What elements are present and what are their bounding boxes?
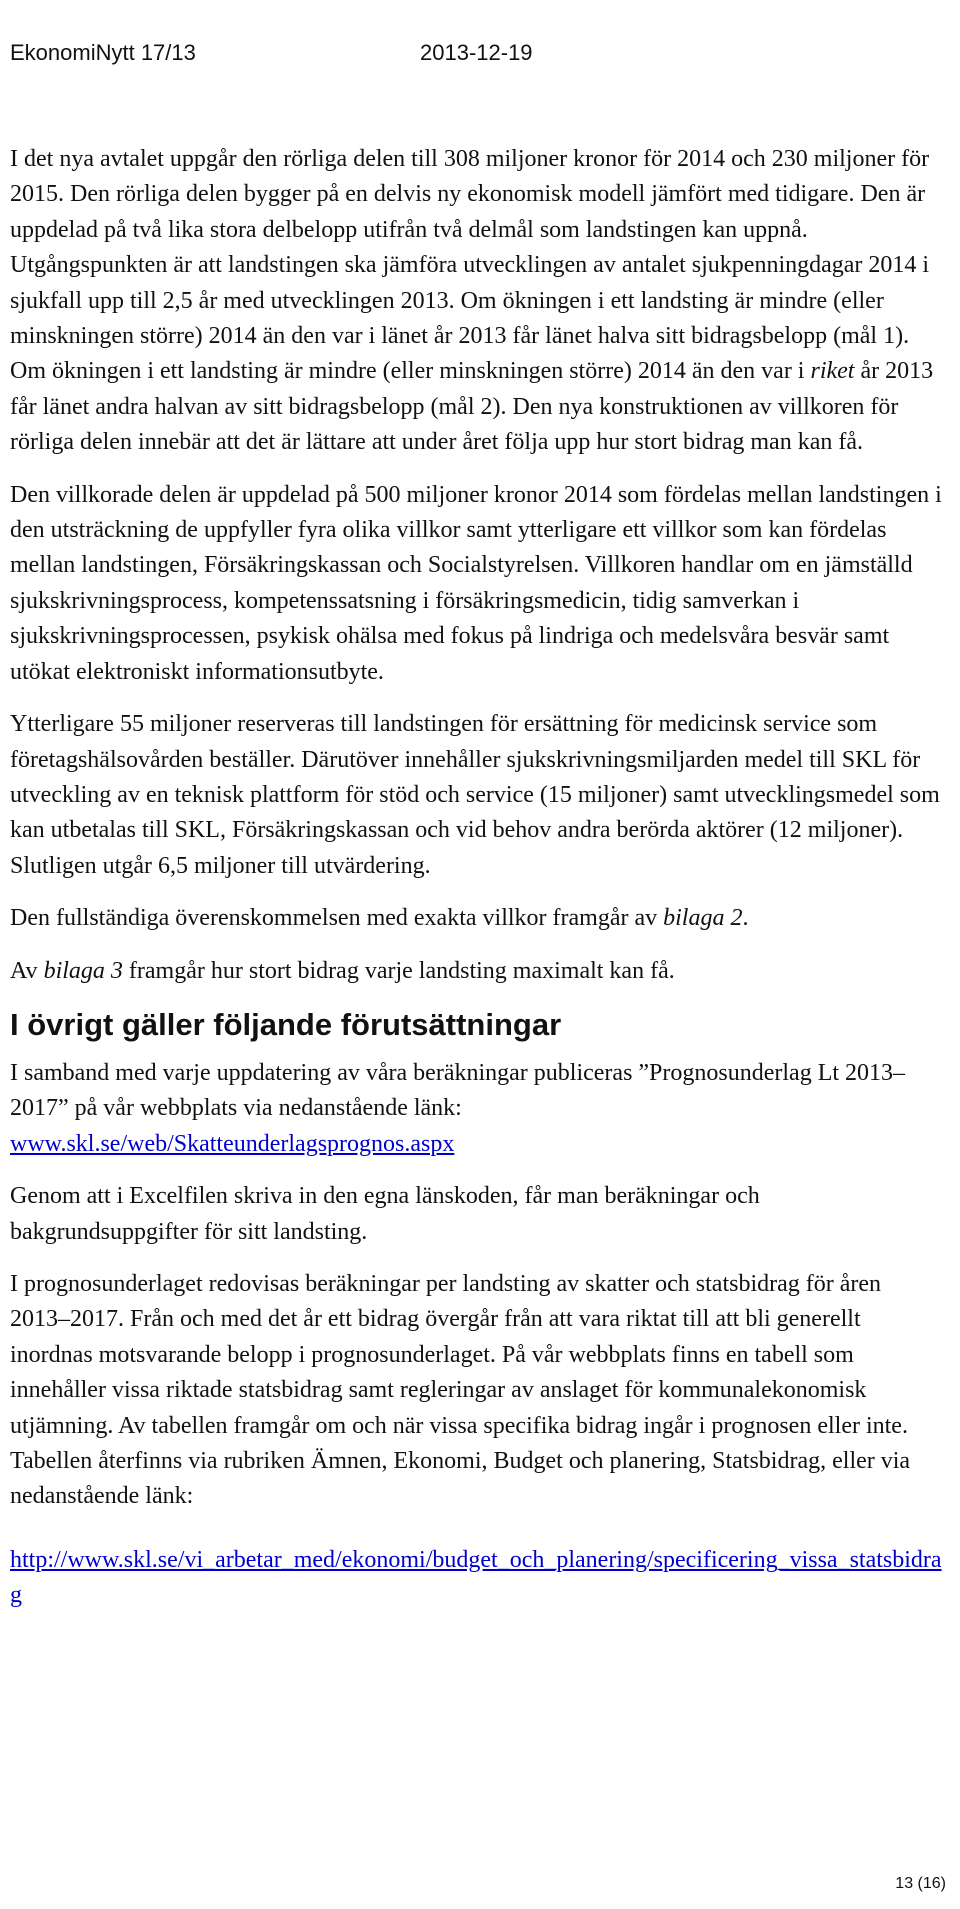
document-body [10,142,945,1631]
section-heading: I övrigt gäller följande förutsättningar [10,1006,562,1042]
publication-date: 2013-12-19 [420,40,533,65]
paragraph-villkorade-delen: Den villkorade delen är uppdelad på 500 miljoner kronor 2014 som fördelas mellan landstingen i den utsträckning de uppfyller fyra olika villkor samt ytterligare ett villkor som kan fördelas mellan landstingen, Försäkringskassan och Socialstyrelsen. Villkoren handlar om en jämställd sjukskrivningsprocess, kompetenssatsning i försäkringsmedicin, tidig samverkan i sjukskrivningsprocessen, psykisk ohälsa med fokus på lindriga och medelsvåra besvär samt utökat elektroniskt informationsutbyte. [10,481,942,685]
paragraph-bilaga-2: Den fullständiga överenskommelsen med exakta villkor framgår av bilaga 2. [10,905,749,932]
emphasis-bilaga-2: bilaga 2 [663,905,743,932]
paragraph-bilaga-3: Av bilaga 3 framgår hur stort bidrag varje landsting maximalt kan få. [10,957,675,984]
paragraph-excelfil: Genom att i Excelfilen skriva in den egna länskoden, får man beräkningar och bakgrundsuppgifter för sitt landsting. [10,1183,760,1245]
emphasis-riket: riket [810,358,855,385]
paragraph-rorliga-delen: I det nya avtalet uppgår den rörliga delen till 308 miljoner kronor för 2014 och 230 miljoner för 2015. Den rörliga delen bygger på en delvis ny ekonomisk modell jämfört med tidigare. Den är uppdelad på två lika stora delbelopp utifrån två delmål som landstingen kan uppnå. Utgångspunkten är att landstingen ska jämföra utvecklingen av antalet sjukpenningdagar 2014 i sjukfall upp till 2,5 år med utvecklingen 2013. Om ökningen i ett landsting är mindre (eller minskningen större) 2014 än den var i länet år 2013 får länet halva sitt bidragsbelopp (mål 1). Om ökningen i ett landsting är mindre (eller minskningen större) 2014 än den var i riket år 2013 får länet andra halvan av sitt bidragsbelopp (mål 2). Den nya konstruktionen av villkoren för rörliga delen innebär att det är lättare att under året följa upp hur stort bidrag man kan få. [10,146,934,456]
paragraph-link-specificering [10,1543,945,1614]
emphasis-bilaga-3: bilaga 3 [43,957,123,984]
link-skatteunderlagsprognos[interactable]: www.skl.se/web/Skatteunderlagsprognos.aspx [10,1130,455,1157]
publication-title: EkonomiNytt 17/13 [10,40,196,65]
paragraph-statsbidrag: I prognosunderlaget redovisas beräkningar per landsting av skatter och statsbidrag för åren 2013–2017. Från och med det år ett bidrag övergår från att vara riktat till att bli generellt inordnas motsvarande belopp i prognosunderlaget. På vår webbplats finns en tabell som innehåller vissa riktade statsbidrag samt regleringar av anslaget för kommunalekonomisk utjämning. Av tabellen framgår om och när vissa specifika bidrag ingår i prognosen eller inte. Tabellen återfinns via rubriken Ämnen, Ekonomi, Budget och planering, Statsbidrag, eller via nedanstående länk: [10,1270,911,1510]
link-specificering-statsbidrag[interactable]: http://www.skl.se/vi_arbetar_med/ekonomi/budget_och_planering/specificering_vissa_statsbidrag [10,1546,942,1609]
paragraph-ytterligare: Ytterligare 55 miljoner reserveras till landstingen för ersättning för medicinsk service som företagshälsovården beställer. Därutöver innehåller sjukskrivningsmiljarden medel till SKL för utveckling av en teknisk plattform för stöd och service (15 miljoner) samt utvecklingsmedel som kan utbetalas till SKL, Försäkringskassan och vid behov andra berörda aktörer (12 miljoner). Slutligen utgår 6,5 miljoner till utvärdering. [10,711,940,879]
page-number: 13 (16) [895,1875,946,1892]
paragraph-prognosunderlag: I samband med varje uppdatering av våra beräkningar publiceras ”Prognosunderlag Lt 2013–2017” på vår webbplats via nedanstående länk: www.skl.se/web/Skatteunderlagsprognos.aspx [10,1059,906,1157]
